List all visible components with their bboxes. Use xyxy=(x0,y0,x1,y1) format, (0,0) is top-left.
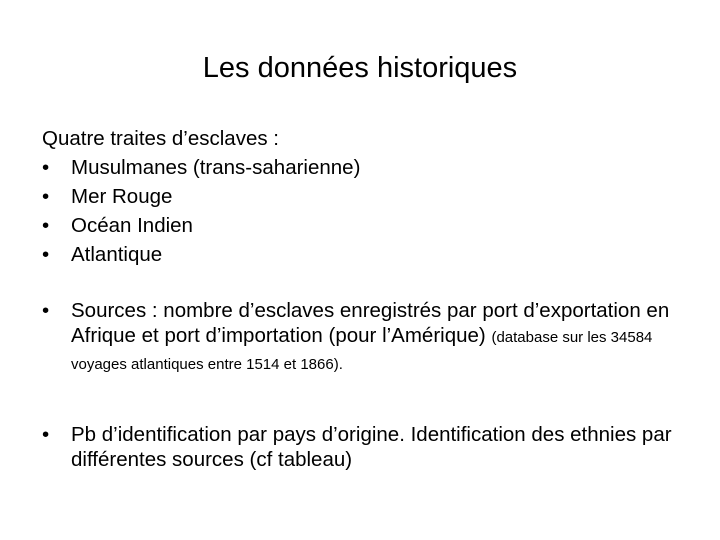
bullet-icon: • xyxy=(42,423,50,446)
traites-section xyxy=(42,124,682,269)
identification-section xyxy=(42,422,682,472)
list-item xyxy=(42,153,682,182)
sources-bullet xyxy=(42,298,682,377)
bullet-icon: • xyxy=(42,299,50,322)
sources-database-note: (database sur les 34584 voyages atlantiques entre 1514 et 1866). xyxy=(71,329,653,373)
bullet-icon: • xyxy=(42,185,50,208)
sources-section xyxy=(42,298,682,377)
identification-text: Pb d’identification par pays d’origine. Identification des ethnies par différentes sources (cf tableau) xyxy=(71,423,672,471)
slide-title: Les données historiques xyxy=(202,52,518,84)
list-item-text: Musulmanes (trans-saharienne) xyxy=(71,156,361,179)
list-item xyxy=(42,182,682,211)
list-item-text: Atlantique xyxy=(71,243,163,266)
list-item-text: Mer Rouge xyxy=(71,185,173,208)
traites-list xyxy=(42,153,682,269)
sources-text: Sources : nombre d’esclaves enregistrés par port d’exportation en Afrique et port d’importation (pour l’Amérique) xyxy=(71,299,670,347)
identification-bullet xyxy=(42,422,682,472)
list-item xyxy=(42,211,682,240)
list-item-text: Océan Indien xyxy=(71,214,193,237)
list-item xyxy=(42,240,682,269)
intro-line: Quatre traites d’esclaves : xyxy=(42,127,279,150)
bullet-icon: • xyxy=(42,214,50,237)
bullet-icon: • xyxy=(42,243,50,266)
bullet-icon: • xyxy=(42,156,50,179)
